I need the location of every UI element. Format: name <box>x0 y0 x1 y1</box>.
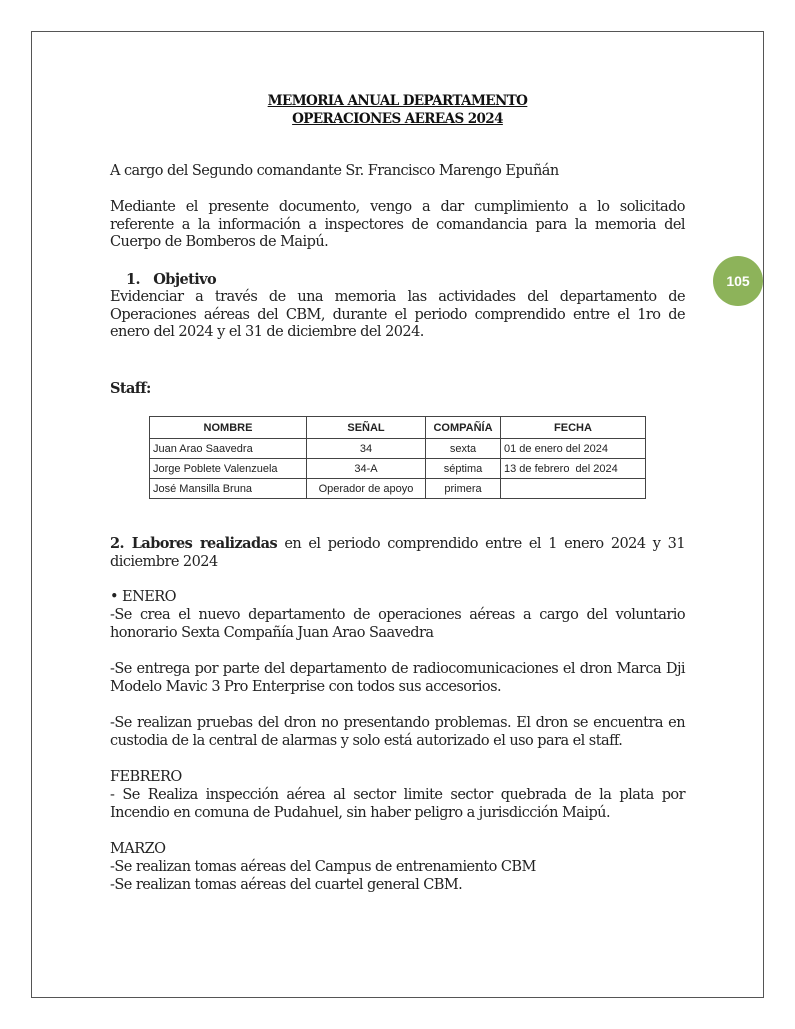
column-header: COMPAÑÍA <box>426 417 501 439</box>
table-cell: 34-A <box>307 459 426 479</box>
enero-item-3: -Se realizan pruebas del dron no presentando problemas. El dron se encuentra en custodia de la central de alarmas y solo está autorizado el uso para el staff. <box>110 715 685 749</box>
document-title-line2: OPERACIONES AEREAS 2024 <box>292 111 503 127</box>
objective-paragraph: Evidenciar a través de una memoria las actividades del departamento de Operaciones aéreas del CBM, durante el periodo comprendido entre el 1ro de enero del 2024 y el 31 de diciembre del 2024. <box>110 289 685 340</box>
table-row <box>150 439 646 459</box>
enero-item-1: -Se crea el nuevo departamento de operaciones aéreas a cargo del voluntario honorario Sexta Compañía Juan Arao Saavedra <box>110 607 685 641</box>
marzo-item-1: -Se realizan tomas aéreas del Campus de entrenamiento CBM <box>110 859 536 875</box>
table-cell: Operador de apoyo <box>307 479 426 499</box>
table-cell: José Mansilla Bruna <box>150 479 307 499</box>
table-cell: primera <box>426 479 501 499</box>
table-row <box>150 479 646 499</box>
labores-heading-paragraph <box>110 535 685 571</box>
column-header: FECHA <box>501 417 646 439</box>
column-header: NOMBRE <box>150 417 307 439</box>
table-cell: 01 de enero del 2024 <box>501 439 646 459</box>
month-marzo-title: MARZO <box>110 841 166 857</box>
table-cell: 34 <box>307 439 426 459</box>
labores-heading: 2. Labores realizadas <box>110 535 278 552</box>
table-row <box>150 459 646 479</box>
document-title-line1: MEMORIA ANUAL DEPARTAMENTO <box>267 93 528 109</box>
table-cell: 13 de febrero del 2024 <box>501 459 646 479</box>
table-cell: sexta <box>426 439 501 459</box>
table-cell: Juan Arao Saavedra <box>150 439 307 459</box>
febrero-item-1: - Se Realiza inspección aérea al sector limite sector quebrada de la plata por Incendio en comuna de Pudahuel, sin haber peligro a jurisdicción Maipú. <box>110 787 685 821</box>
table-cell: séptima <box>426 459 501 479</box>
month-febrero-title: FEBRERO <box>110 769 182 785</box>
staff-heading: Staff: <box>110 380 151 397</box>
enero-item-2: -Se entrega por parte del departamento de radiocomunicaciones el dron Marca Dji Modelo Mavic 3 Pro Enterprise con todos sus accesorios. <box>110 661 685 695</box>
table-cell: Jorge Poblete Valenzuela <box>150 459 307 479</box>
table-header-row <box>150 417 646 439</box>
column-header: SEÑAL <box>307 417 426 439</box>
marzo-item-2: -Se realizan tomas aéreas del cuartel general CBM. <box>110 877 463 893</box>
page-number-badge: 105 <box>713 256 763 306</box>
table-cell <box>501 479 646 499</box>
labores-heading-text: en el periodo comprendido entre el 1 enero 2024 y 31 diciembre 2024 <box>110 536 685 570</box>
in-charge-line: A cargo del Segundo comandante Sr. Francisco Marengo Epuñán <box>110 163 559 179</box>
month-enero-title: • ENERO <box>110 589 176 605</box>
objective-heading: 1. Objetivo <box>126 271 217 288</box>
purpose-paragraph: Mediante el presente documento, vengo a dar cumplimiento a lo solicitado referente a la información a inspectores de comandancia para la memoria del Cuerpo de Bomberos de Maipú. <box>110 199 685 250</box>
staff-table <box>149 416 646 499</box>
